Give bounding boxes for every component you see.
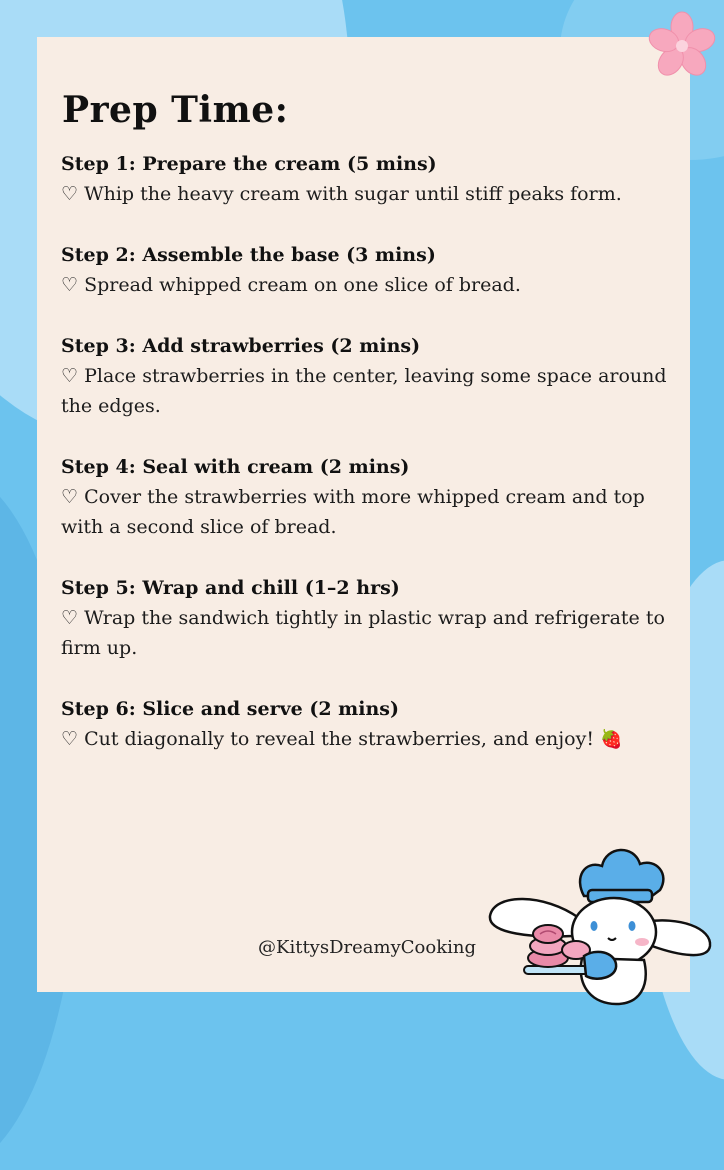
step-text: Cut diagonally to reveal the strawberries, and enjoy! xyxy=(84,728,594,750)
step-heading: Step 5: Wrap and chill (1–2 hrs) xyxy=(61,577,400,599)
step-6 xyxy=(61,694,676,755)
bunny-chef-mascot-icon xyxy=(484,838,716,1008)
step-text: Cover the strawberries with more whipped cream and top with a second slice of bread. xyxy=(61,486,645,538)
step-text: Place strawberries in the center, leaving some space around the edges. xyxy=(61,365,667,417)
step-description xyxy=(61,361,676,421)
step-5 xyxy=(61,573,676,663)
step-description xyxy=(61,270,676,300)
footer-handle: @KittysDreamyCooking xyxy=(258,937,476,958)
step-heading: Step 3: Add strawberries (2 mins) xyxy=(61,335,421,357)
step-heading: Step 6: Slice and serve (2 mins) xyxy=(61,698,399,720)
heart-icon: ♡ xyxy=(61,365,79,387)
step-text: Whip the heavy cream with sugar until stiff peaks form. xyxy=(84,183,622,205)
step-heading: Step 2: Assemble the base (3 mins) xyxy=(61,244,436,266)
step-3 xyxy=(61,331,676,421)
heart-icon: ♡ xyxy=(61,728,79,750)
step-2 xyxy=(61,240,676,300)
cherry-blossom-icon xyxy=(646,10,718,82)
strawberry-icon: 🍓 xyxy=(600,729,623,750)
step-heading: Step 1: Prepare the cream (5 mins) xyxy=(61,153,437,175)
heart-icon: ♡ xyxy=(61,183,79,205)
step-description xyxy=(61,603,676,663)
step-description xyxy=(61,179,676,209)
step-description xyxy=(61,482,676,542)
step-1 xyxy=(61,149,676,209)
step-4 xyxy=(61,452,676,542)
step-text: Wrap the sandwich tightly in plastic wrap and refrigerate to firm up. xyxy=(61,607,665,659)
page-title: Prep Time: xyxy=(62,89,289,131)
step-description xyxy=(61,724,676,755)
steps-list xyxy=(61,149,676,786)
heart-icon: ♡ xyxy=(61,486,79,508)
step-heading: Step 4: Seal with cream (2 mins) xyxy=(61,456,410,478)
heart-icon: ♡ xyxy=(61,274,79,296)
step-text: Spread whipped cream on one slice of bread. xyxy=(84,274,521,296)
heart-icon: ♡ xyxy=(61,607,79,629)
